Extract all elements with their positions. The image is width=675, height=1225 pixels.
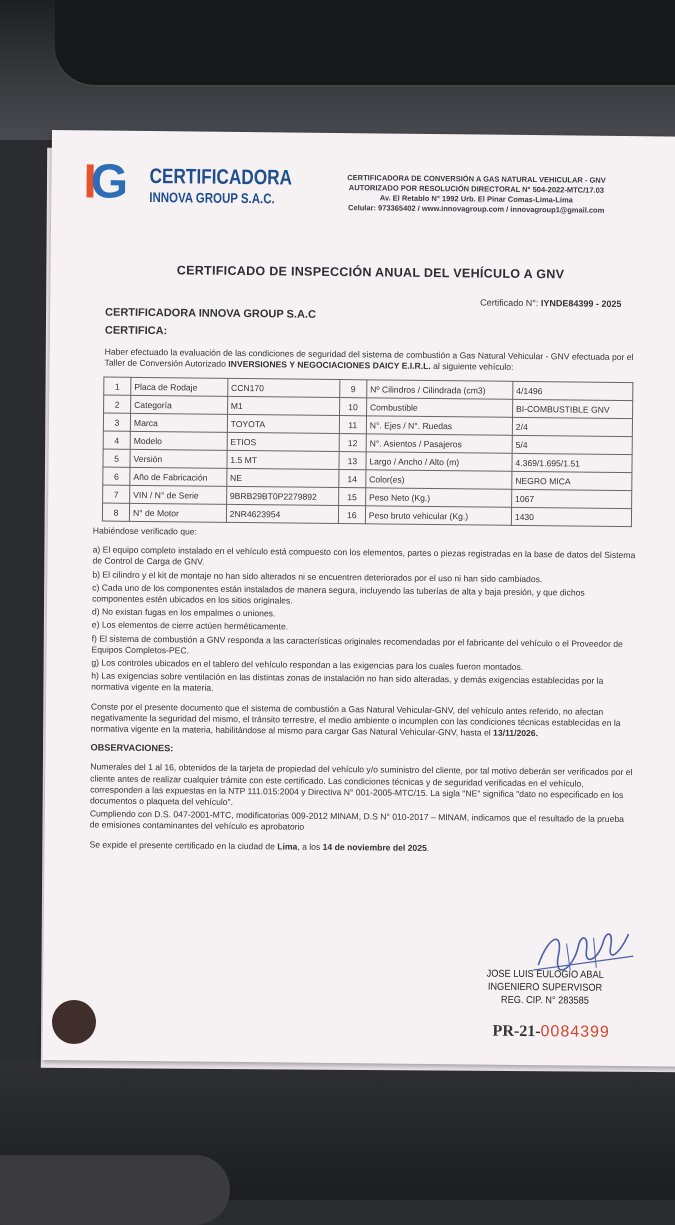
field-value: NEGRO MICA bbox=[512, 471, 632, 490]
header-line: Av. El Retablo N° 1992 Urb. El Pinar Comas-Lima-Lima bbox=[379, 193, 573, 205]
signer-name: JOSE LUIS EULOGIO ABAL bbox=[486, 968, 604, 981]
header-line: CERTIFICADORA DE CONVERSIÓN A GAS NATURAL VEHICULAR - GNV bbox=[347, 173, 606, 185]
field-label: N°. Ejes / N°. Ruedas bbox=[366, 416, 512, 436]
row-number: 1 bbox=[104, 377, 131, 395]
code-prefix: PR-21- bbox=[492, 1022, 541, 1041]
field-value: 1067 bbox=[511, 489, 631, 508]
field-label: Año de Fabricación bbox=[130, 467, 227, 486]
row-number: 3 bbox=[103, 413, 130, 431]
field-label: Largo / Ancho / Alto (m) bbox=[366, 452, 512, 472]
row-number: 6 bbox=[103, 467, 130, 485]
row-number: 8 bbox=[102, 503, 129, 521]
check-item: g) Los controles ubicados en el tablero del vehículo respondan a las exigencias para los cuales fueron montados. bbox=[91, 657, 524, 672]
code-number: 0084399 bbox=[540, 1023, 610, 1041]
check-item: b) El cilindro y el kit de montaje no han sido alterados ni se encuentren deteriorados por el uso ni han sido cambiados. bbox=[92, 569, 543, 584]
issued-statement bbox=[89, 839, 634, 856]
row-number: 5 bbox=[103, 449, 130, 467]
document-title: CERTIFICADO DE INSPECCIÓN ANUAL DEL VEHÍCULO A GNV bbox=[176, 263, 565, 282]
issued-text: Se expide el presente certificado en la ciudad de bbox=[89, 839, 278, 852]
observaciones-heading: OBSERVACIONES: bbox=[90, 742, 174, 754]
field-label: Categoría bbox=[131, 395, 228, 414]
issued-text-end: . bbox=[426, 842, 430, 853]
field-value: NE bbox=[226, 468, 338, 487]
vehicle-data-table bbox=[102, 377, 633, 528]
field-value: M1 bbox=[227, 396, 339, 415]
field-label: Combustible bbox=[366, 398, 512, 418]
workshop-name: INVERSIONES Y NEGOCIACIONES DAICY E.I.R.L. bbox=[228, 358, 431, 371]
intro-paragraph bbox=[105, 347, 635, 375]
conste-text: Conste por el presente documento que el sistema de combustión a Gas Natural Vehicular-GNV, del vehículo antes referido, no afectan negativamente la seguridad del mismo, el tránsito terrestre, el medio ambiente o incumplen con las condiciones técnicas establecidas en la normativa vigente en la materia, habilitándose al mismo para cargar Gas Natural Vehicular-GNV, hasta el bbox=[90, 701, 621, 738]
row-number: 13 bbox=[339, 452, 366, 470]
row-number: 2 bbox=[104, 395, 131, 413]
field-value: BI-COMBUSTIBLE GNV bbox=[512, 399, 632, 418]
check-item: d) No existan fugas en los empalmes o uniones. bbox=[91, 606, 276, 619]
logo-mark bbox=[83, 155, 123, 209]
header-line: AUTORIZADO POR RESOLUCIÓN DIRECTORAL N° 504-2022-MTC/17.03 bbox=[348, 183, 605, 195]
row-number: 7 bbox=[103, 485, 130, 503]
row-number: 15 bbox=[338, 488, 365, 506]
signer-registration: REG. CIP. N° 283585 bbox=[500, 994, 589, 1007]
field-value: 1430 bbox=[511, 507, 631, 526]
row-number: 10 bbox=[339, 398, 366, 416]
row-number: 12 bbox=[339, 434, 366, 452]
conste-paragraph bbox=[91, 701, 636, 740]
header-info bbox=[311, 173, 641, 216]
valid-until-date: 13/11/2026. bbox=[493, 727, 539, 739]
field-value: 4/1496 bbox=[513, 381, 633, 400]
field-label: N° de Motor bbox=[129, 503, 226, 522]
row-number: 9 bbox=[340, 380, 367, 398]
field-label: Peso Neto (Kg.) bbox=[365, 488, 511, 508]
background-object bbox=[55, 0, 675, 87]
logo-name-line2: INNOVA GROUP S.A.C. bbox=[149, 189, 275, 207]
field-label: Modelo bbox=[130, 431, 227, 450]
field-label: Color(es) bbox=[366, 470, 512, 490]
document-code bbox=[492, 1023, 609, 1042]
check-item: e) Los elementos de cierre actúen herméticamente. bbox=[91, 619, 289, 632]
certifica-heading: CERTIFICA: bbox=[104, 324, 168, 338]
intro-text-end: al siguiente vehículo: bbox=[430, 360, 514, 372]
field-label: Placa de Rodaje bbox=[131, 377, 228, 396]
company-logo bbox=[83, 155, 293, 212]
field-label: Nº Cilindros / Cilindrada (cm3) bbox=[367, 380, 513, 400]
background-bottom bbox=[0, 1060, 675, 1200]
field-label: VIN / N° de Serie bbox=[130, 485, 227, 504]
field-value: 1.5 MT bbox=[227, 450, 339, 469]
issuer-name: CERTIFICADORA INNOVA GROUP S.A.C bbox=[105, 306, 316, 321]
observation-item: Numerales del 1 al 16, obtenidos de la tarjeta de propiedad del vehículo y/o suministro del cliente, por tal motivo deberán ser verificados por el cliente antes de realizar cualquier trámite con este certificado. Las condiciones técnicas y de seguridad verificadas en el vehículo, corresponden a las expuestas en la NTP 111.015:2004 y Directiva N° 001-2005-MTC/15. La sigla "NE" significa "dato no especificado en los documentos o plaqueta del vehículo". bbox=[89, 761, 633, 807]
field-value: 5/4 bbox=[512, 435, 632, 454]
check-item: h) Las exigencias sobre ventilación en las distintas zonas de instalación no han sido alteradas, y demás exigencias establecidas por la normativa vigente en la materia. bbox=[91, 670, 604, 694]
row-number: 11 bbox=[339, 416, 366, 434]
certificate-number-value: IYNDE84399 - 2025 bbox=[540, 298, 622, 309]
issued-city: Lima bbox=[277, 841, 298, 852]
certificate-number bbox=[480, 297, 621, 308]
certificate-body bbox=[89, 525, 637, 858]
observation-item: Cumpliendo con D.S. 047-2001-MTC, modificatorias 009-2012 MINAM, D.S N° 010-2017 – MINAM, indicamos que el resultado de la prueba de emisiones contaminantes del vehículo es aprobatorio bbox=[89, 808, 624, 833]
certificate-number-label: Certificado N°: bbox=[480, 297, 539, 309]
field-value: 9BRB29BT0P2279892 bbox=[226, 486, 338, 505]
row-number: 4 bbox=[103, 431, 130, 449]
field-value: ETIOS bbox=[227, 432, 339, 451]
certificate-page bbox=[42, 130, 675, 1067]
field-label: Marca bbox=[130, 413, 227, 432]
background-object bbox=[0, 1155, 230, 1225]
signer-role: INGENIERO SUPERVISOR bbox=[487, 981, 603, 994]
issued-date: 14 de noviembre del 2025 bbox=[322, 841, 427, 853]
check-item: a) El equipo completo instalado en el vehículo está compuesto con los elementos, partes o piezas registradas en la base de datos del Sistema de Control de Carga de GNV. bbox=[92, 544, 636, 568]
row-number: 16 bbox=[338, 506, 365, 524]
background-top bbox=[0, 0, 675, 140]
logo-letter-i: I bbox=[83, 155, 92, 209]
punch-hole bbox=[52, 1000, 96, 1044]
logo-name-line1: CERTIFICADORA bbox=[149, 165, 293, 190]
field-value: CCN170 bbox=[227, 378, 339, 397]
field-label: Peso bruto vehicular (Kg.) bbox=[365, 506, 511, 526]
field-label: Versión bbox=[130, 449, 227, 468]
row-number: 14 bbox=[339, 470, 366, 488]
verified-intro: Habiéndose verificado que: bbox=[92, 525, 198, 537]
signer-block bbox=[480, 968, 609, 1008]
issued-text: , a los bbox=[297, 841, 323, 852]
field-value: 4.369/1.695/1.51 bbox=[512, 453, 632, 472]
field-value: TOYOTA bbox=[227, 414, 339, 433]
check-item: f) El sistema de combustión a GNV responda a las características originales recomendadas por el fabricante del vehículo o el Proveedor de Equipos Completos-PEC. bbox=[91, 633, 623, 656]
header-line: Celular: 973365402 / www.innovagroup.com / innovagroup1@gmail.com bbox=[348, 203, 605, 215]
field-value: 2/4 bbox=[512, 417, 632, 436]
field-value: 2NR4623954 bbox=[226, 504, 338, 523]
intro-text: Haber efectuado la evaluación de las condiciones de seguridad del sistema de combustión a Gas Natural Vehicular - GNV efectuada por el Taller de Conversión Autorizado bbox=[104, 346, 634, 369]
logo-letter-g: G bbox=[90, 155, 123, 209]
check-item: c) Cada uno de los componentes están instalados de manera segura, incluyendo las tuberías de alta y baja presión, y que dichos componentes estén ubicados en los sitios originales. bbox=[92, 582, 585, 606]
field-label: N°. Asientos / Pasajeros bbox=[366, 434, 512, 454]
